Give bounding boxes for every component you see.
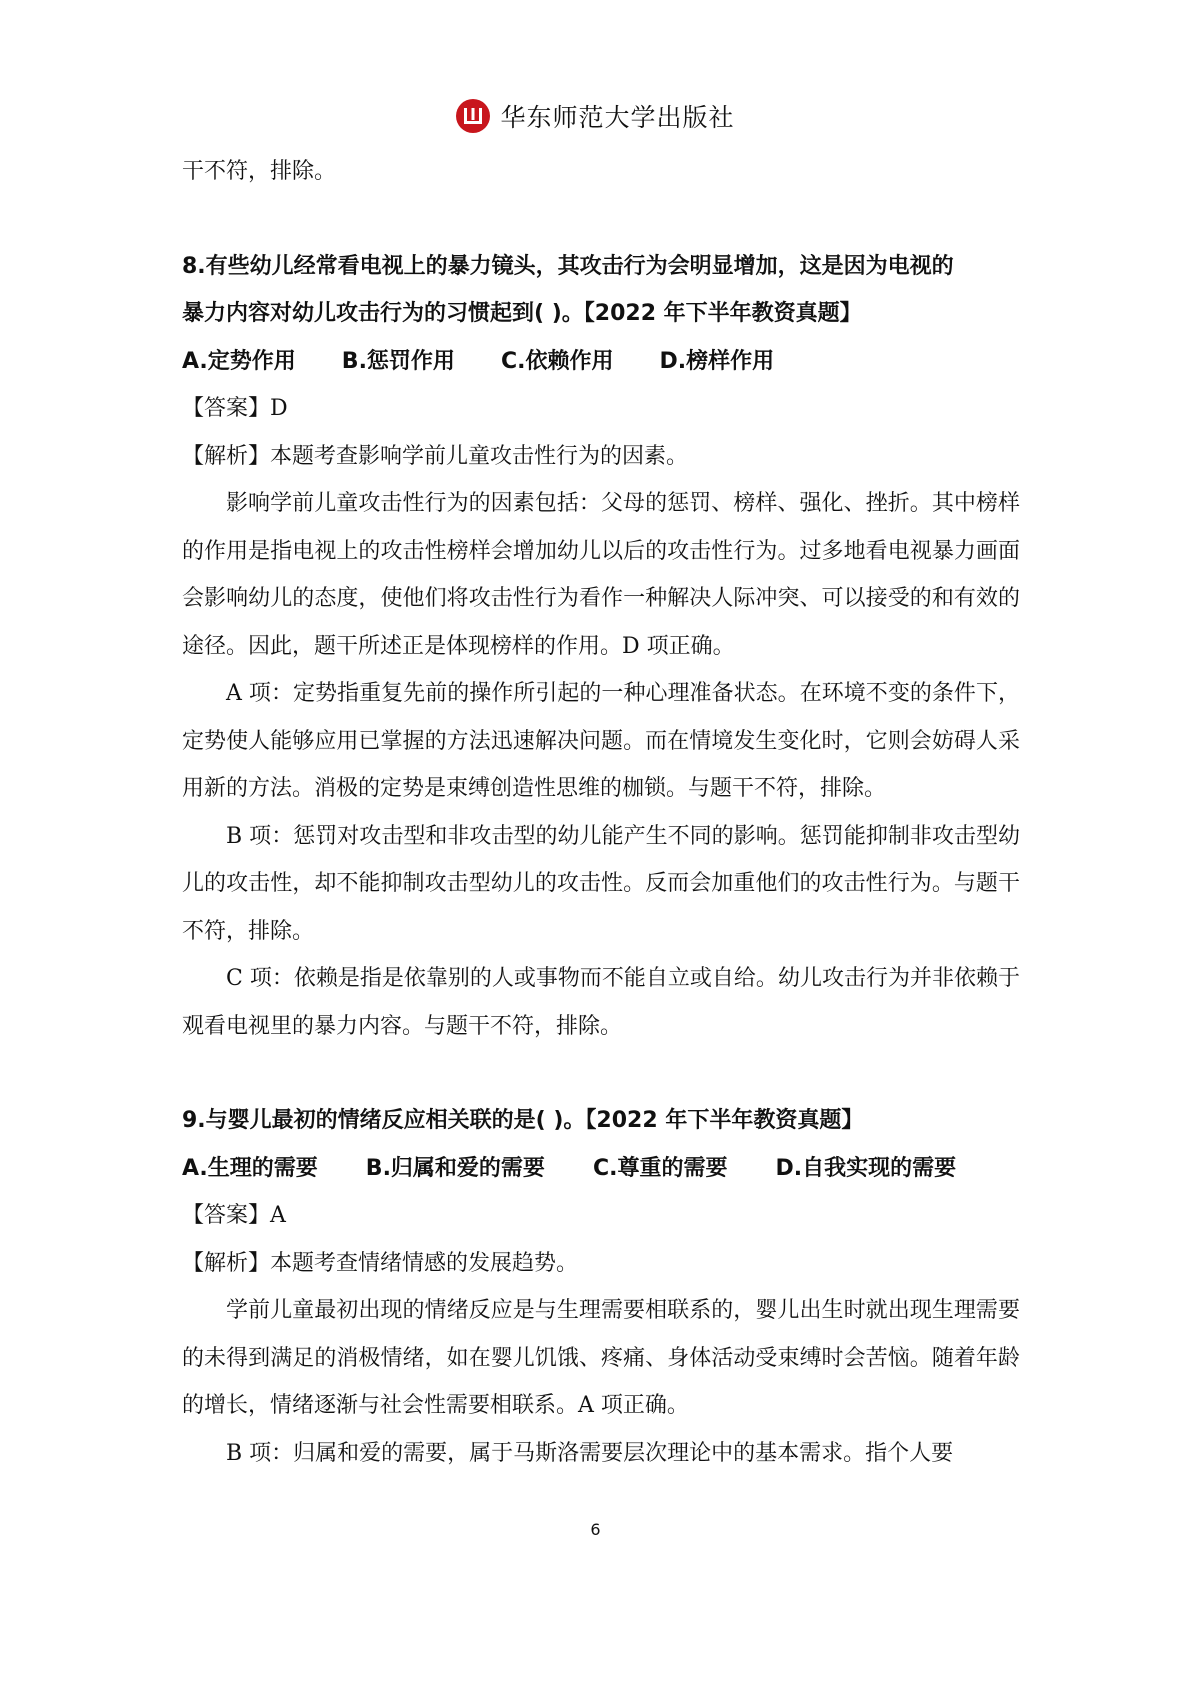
question-9-paragraph: B 项：归属和爱的需要，属于马斯洛需要层次理论中的基本需求。指个人要 bbox=[226, 1440, 954, 1466]
question-9-option-a: A.生理的需要 bbox=[182, 1155, 318, 1181]
question-8-analysis: 【解析】本题考查影响学前儿童攻击性行为的因素。 bbox=[182, 443, 689, 469]
question-8-option-d: D.榜样作用 bbox=[659, 348, 775, 374]
question-9-stem: 9.与婴儿最初的情绪反应相关联的是( )。【2022 年下半年教资真题】 bbox=[182, 1108, 864, 1133]
question-8-paragraph: C 项：依赖是指是依靠别的人或事物而不能自立或自给。幼儿攻击行为并非依赖于观看电视里的暴力内容。与题干不符，排除。 bbox=[182, 966, 1020, 1039]
question-8-options bbox=[182, 338, 1020, 386]
question-8-answer: 【答案】D bbox=[182, 396, 288, 421]
question-9-option-b: B.归属和爱的需要 bbox=[365, 1155, 545, 1181]
question-8-option-b: B.惩罚作用 bbox=[341, 348, 455, 374]
page-number: 6 bbox=[590, 1520, 601, 1539]
publisher-name: 华东师范大学出版社 bbox=[500, 103, 735, 132]
question-8-option-a: A.定势作用 bbox=[182, 348, 296, 374]
lead-line: 干不符，排除。 bbox=[182, 159, 337, 184]
question-9-analysis: 【解析】本题考查情绪情感的发展趋势。 bbox=[182, 1250, 579, 1276]
page-content bbox=[182, 148, 1020, 1477]
page-header bbox=[0, 92, 1191, 140]
question-8-paragraph: A 项：定势指重复先前的操作所引起的一种心理准备状态。在环境不变的条件下，定势使人能够应用已掌握的方法迅速解决问题。而在情境发生变化时，它则会妨碍人采用新的方法。消极的定势是束缚创造性思维的枷锁。与题干不符，排除。 bbox=[182, 681, 1020, 801]
question-8-option-c: C.依赖作用 bbox=[500, 348, 614, 374]
question-8-stem-line-2: 暴力内容对幼儿攻击行为的习惯起到( )。【2022 年下半年教资真题】 bbox=[182, 301, 862, 326]
question-8-paragraph: B 项：惩罚对攻击型和非攻击型的幼儿能产生不同的影响。惩罚能抑制非攻击型幼儿的攻击性，却不能抑制攻击型幼儿的攻击性。反而会加重他们的攻击性行为。与题干不符，排除。 bbox=[182, 823, 1020, 944]
spacer bbox=[182, 196, 1020, 243]
question-9-option-c: C.尊重的需要 bbox=[592, 1155, 728, 1181]
question-8-stem-line-1: 8.有些幼儿经常看电视上的暴力镜头，其攻击行为会明显增加，这是因为电视的 bbox=[182, 253, 954, 279]
question-9-options bbox=[182, 1145, 1020, 1193]
question-9-option-d: D.自我实现的需要 bbox=[775, 1155, 957, 1181]
publisher-logo-mark bbox=[462, 105, 484, 127]
spacer bbox=[182, 1050, 1020, 1097]
question-8-paragraph: 影响学前儿童攻击性行为的因素包括：父母的惩罚、榜样、强化、挫折。其中榜样的作用是指电视上的攻击性榜样会增加幼儿以后的攻击性行为。过多地看电视暴力画面会影响幼儿的态度，使他们将攻击性行为看作一种解决人际冲突、可以接受的和有效的途径。因此，题干所述正是体现榜样的作用。D 项正确。 bbox=[182, 491, 1020, 659]
question-9-paragraph: 学前儿童最初出现的情绪反应是与生理需要相联系的，婴儿出生时就出现生理需要的未得到满足的消极情绪，如在婴儿饥饿、疼痛、身体活动受束缚时会苦恼。随着年龄的增长，情绪逐渐与社会性需要相联系。A 项正确。 bbox=[182, 1298, 1020, 1418]
publisher-logo-icon bbox=[456, 99, 490, 133]
question-9-answer: 【答案】A bbox=[182, 1203, 286, 1228]
